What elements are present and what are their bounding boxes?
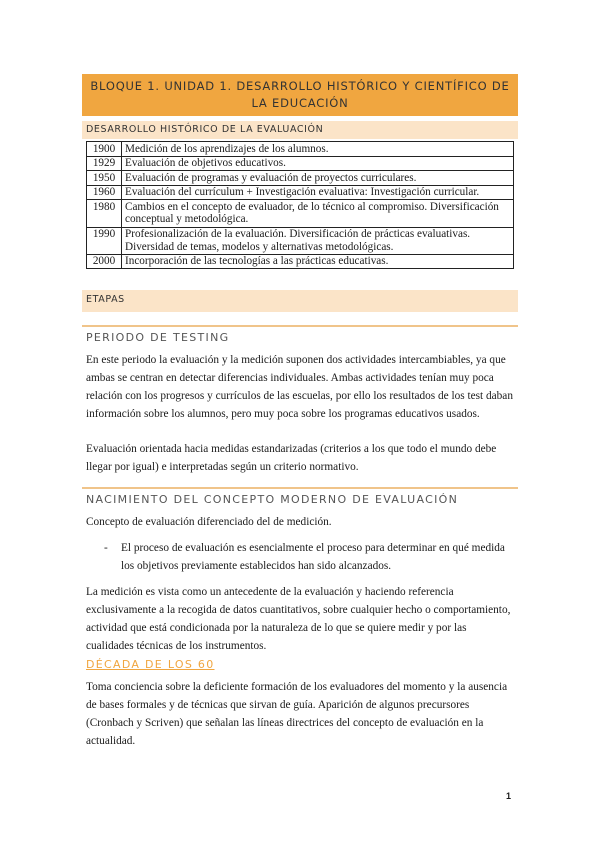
history-timeline-table: [86, 141, 514, 269]
timeline-description: Evaluación de objetivos educativos.: [122, 156, 514, 171]
table-row: [87, 156, 514, 171]
timeline-description: Medición de los aprendizajes de los alumnos.: [122, 142, 514, 157]
testing-heading: PERIODO DE TESTING: [86, 331, 230, 344]
timeline-year: 1950: [87, 171, 122, 186]
bullet-marker: -: [104, 542, 108, 554]
timeline-year: 1980: [87, 200, 122, 227]
table-row: [87, 254, 514, 269]
list-item: [104, 539, 514, 575]
sixties-heading: DÉCADA DE LOS 60: [86, 658, 215, 671]
section-divider: [82, 487, 518, 489]
timeline-description: Incorporación de las tecnologías a las prácticas educativas.: [122, 254, 514, 269]
table-row: [87, 142, 514, 157]
document-title: BLOQUE 1. UNIDAD 1. DESARROLLO HISTÓRICO Y CIENTÍFICO DE LA EDUCACIÓN: [82, 74, 518, 116]
testing-paragraph-1: En este periodo la evaluación y la medición suponen dos actividades intercambiables, ya que ambas se centran en detectar diferencias individuales. Ambas actividades tenían muy poca relación con los progresos y currículos de las escuelas, por ello los resultados de los test daban información sobre los alumnos, pero muy poca sobre los programas educativos usados.: [86, 354, 513, 420]
table-row: [87, 227, 514, 254]
testing-paragraph-2: Evaluación orientada hacia medidas estandarizadas (criterios a los que todo el mundo debe llegar por igual) e interpretadas según un criterio normativo.: [86, 443, 497, 473]
timeline-description: Cambios en el concepto de evaluador, de lo técnico al compromiso. Diversificación conceptual y metodológica.: [122, 200, 514, 227]
timeline-year: 2000: [87, 254, 122, 269]
etapas-heading: ETAPAS: [82, 290, 518, 312]
modern-paragraph-2: La medición es vista como un antecedente de la evaluación y haciendo referencia exclusivamente a la recogida de datos cuantitativos, sobre cualquier hecho o comportamiento, actividad que está condicionada por la naturaleza de lo que se quiere medir y por las cualidades técnicas de los instrumentos.: [86, 586, 511, 652]
timeline-description: Profesionalización de la evaluación. Diversificación de prácticas evaluativas. Diversidad de temas, modelos y alternativas metodológicas.: [122, 227, 514, 254]
sixties-paragraph: Toma conciencia sobre la deficiente formación de los evaluadores del momento y la ausencia de bases formales y de técnicas que sirvan de guía. Aparición de algunos precursores (Cronbach y Scriven) que señalan las líneas directrices del concepto de evaluación en la actualidad.: [86, 681, 508, 747]
timeline-year: 1900: [87, 142, 122, 157]
table-row: [87, 185, 514, 200]
history-section-heading: DESARROLLO HISTÓRICO DE LA EVALUACIÓN: [82, 121, 518, 139]
page-number: 1: [506, 791, 512, 801]
timeline-description: Evaluación de programas y evaluación de proyectos curriculares.: [122, 171, 514, 186]
table-row: [87, 200, 514, 227]
table-row: [87, 171, 514, 186]
timeline-year: 1929: [87, 156, 122, 171]
section-divider: [82, 325, 518, 327]
timeline-year: 1990: [87, 227, 122, 254]
bullet-text: El proceso de evaluación es esencialmente el proceso para determinar en qué medida los objetivos previamente establecidos han sido alcanzados.: [121, 542, 505, 572]
timeline-description: Evaluación del currículum + Investigación evaluativa: Investigación curricular.: [122, 185, 514, 200]
modern-paragraph-1: Concepto de evaluación diferenciado del de medición.: [86, 516, 332, 528]
modern-concept-heading: NACIMIENTO DEL CONCEPTO MODERNO DE EVALUACIÓN: [86, 493, 459, 506]
timeline-year: 1960: [87, 185, 122, 200]
